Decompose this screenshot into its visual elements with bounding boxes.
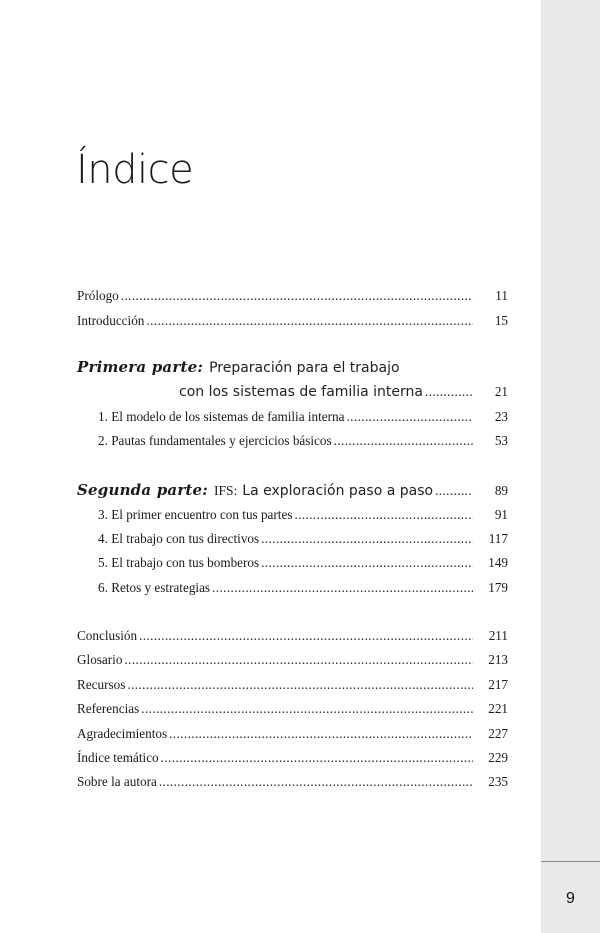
toc-entry-chapter-1[interactable] [98,409,508,425]
toc-entry-label: 3. El primer encuentro con tus partes [98,507,293,522]
toc-entry-page: 53 [494,433,508,448]
toc-entry-label: Prólogo [77,288,119,303]
toc-entry-label: Conclusión [77,628,138,643]
leader-dots [159,774,473,790]
toc-entry-label: 5. El trabajo con tus bomberos [98,555,260,570]
toc-entry-page: 15 [494,313,508,328]
leader-dots [161,750,473,766]
toc-entry-page: 11 [495,288,508,303]
toc-entry-recursos[interactable] [77,677,508,693]
toc-entry-page: 221 [488,701,508,716]
part-2-ifs: IFS: [214,483,238,498]
leader-dots [121,288,473,304]
toc-entry-indice-tematico[interactable] [77,750,508,766]
sidebar-divider [541,861,600,862]
toc-entry-prologo[interactable] [77,288,508,304]
toc-entry-label: Sobre la autora [77,774,157,789]
part-2-title: La exploración paso a paso [242,483,434,499]
leader-dots [169,726,473,742]
toc-entry-chapter-6[interactable] [98,580,508,596]
toc-entry-page: 91 [494,507,508,522]
leader-dots [425,384,473,400]
toc-entry-conclusion[interactable] [77,628,508,644]
part-1-title-line1: Preparación para el trabajo [209,360,400,376]
toc-entry-label: Introducción [77,313,145,328]
leader-dots [139,628,473,644]
part-1-label: Primera parte: [77,358,204,376]
toc-entry-page: 117 [488,531,508,546]
toc-entry-page: 211 [488,628,508,643]
toc-entry-label: 4. El trabajo con tus directivos [98,531,260,546]
toc-entry-sobre-la-autora[interactable] [77,774,508,790]
toc-entry-introduccion[interactable] [77,313,508,329]
leader-dots [261,531,473,547]
toc-entry-label: 2. Pautas fundamentales y ejercicios básicos [98,433,332,448]
toc-entry-page: 213 [488,652,508,667]
leader-dots [334,433,473,449]
part-1-page: 21 [494,384,508,399]
page-margin-sidebar [541,0,600,933]
toc-entry-chapter-4[interactable] [98,531,508,547]
leader-dots [127,677,473,693]
toc-entry-page: 149 [488,555,508,570]
page-number: 9 [566,890,575,907]
part-1-title-line2: con los sistemas de familia interna [179,384,423,400]
part-2-label: Segunda parte: [77,481,209,499]
toc-entry-page: 235 [488,774,508,789]
toc-entry-label: 1. El modelo de los sistemas de familia interna [98,409,345,424]
toc-entry-page: 229 [488,750,508,765]
toc-entry-label: Recursos [77,677,126,692]
toc-entry-label: Agradecimientos [77,726,168,741]
leader-dots [124,652,473,668]
toc-entry-page: 23 [494,409,508,424]
part-1-heading-line2[interactable] [179,384,508,400]
leader-dots [294,507,473,523]
toc-entry-chapter-2[interactable] [98,433,508,449]
leader-dots [435,483,473,499]
leader-dots [141,701,473,717]
part-2-page: 89 [494,483,508,498]
part-2-heading[interactable] [77,481,508,499]
toc-entry-page: 217 [488,677,508,692]
toc-entry-agradecimientos[interactable] [77,726,508,742]
page-title: Índice [76,147,194,193]
toc-entry-referencias[interactable] [77,701,508,717]
leader-dots [146,313,473,329]
toc-entry-label: Referencias [77,701,140,716]
toc-entry-page: 179 [488,580,508,595]
toc-entry-glosario[interactable] [77,652,508,668]
toc-entry-label: Índice temático [77,750,159,765]
leader-dots [261,555,473,571]
toc-entry-page: 227 [488,726,508,741]
toc-entry-label: 6. Retos y estrategias [98,580,211,595]
toc-entry-label: Glosario [77,652,123,667]
toc-entry-chapter-5[interactable] [98,555,508,571]
leader-dots [212,580,473,596]
toc-entry-chapter-3[interactable] [98,507,508,523]
part-1-heading[interactable] [77,358,400,376]
leader-dots [346,409,473,425]
